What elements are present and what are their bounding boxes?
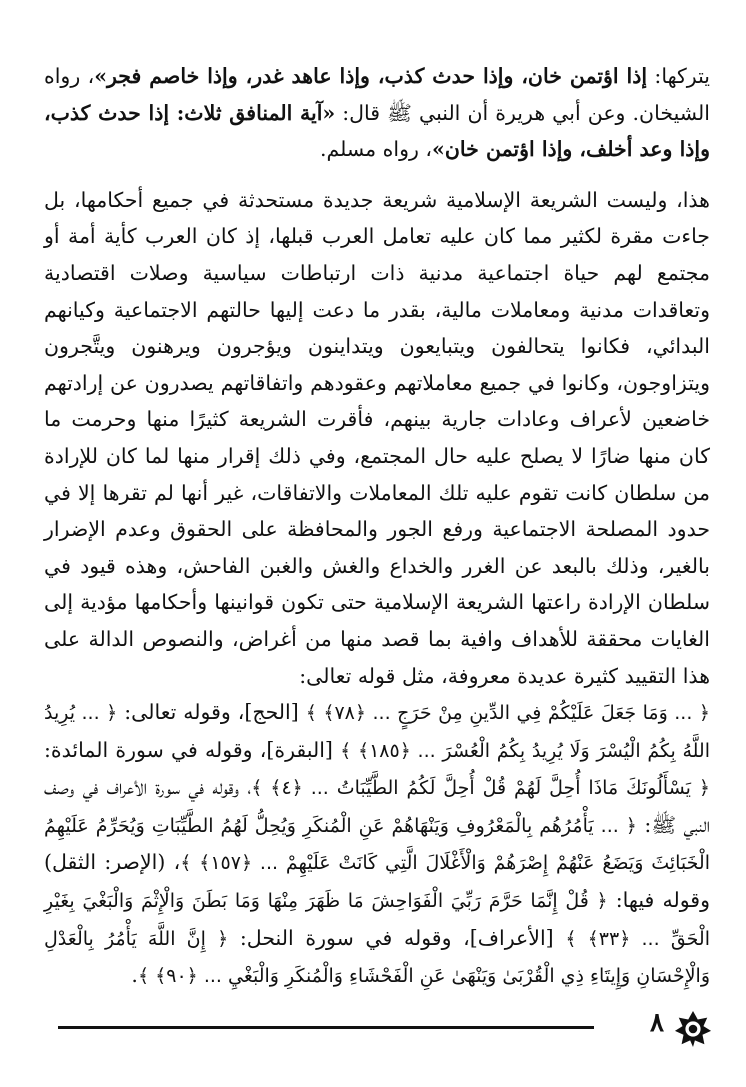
- hadith-quote-1: إذا اؤتمن خان، وإذا حدث كذب، وإذا عاهد غدر، وإذا خاصم فجر»: [94, 64, 648, 88]
- verse-ref-text-2: [البقرة]، وقوله في سورة المائدة:: [44, 737, 341, 762]
- page-footer: [58, 1008, 712, 1048]
- verse-hajj: ﴿ ... وَمَا جَعَلَ عَلَيْكُمْ فِي الدِّينِ مِنْ حَرَجٍ ... ﴿٧٨﴾ ﴾: [305, 702, 710, 725]
- verse-ref-text-4: ، (الإصر: الثقل) وقوله فيها:: [44, 850, 710, 913]
- hadith-narration-text: ، رواه الشيخان. وعن أبي هريرة أن النبي ﷺ قال:: [44, 64, 710, 125]
- footer-rule: [58, 1026, 594, 1029]
- hadith-quote-2: «آية المنافق ثلاث: إذا حدث كذب، وإذا وعد أخلف، وإذا اؤتمن خان»: [44, 100, 710, 162]
- verse-ref-text-6: .: [131, 963, 138, 988]
- verse-ref-text-3: ، وقوله في سورة الأعراف في وصف النبي ﷺ:: [44, 775, 710, 837]
- verse-ref-text-1: [الحج]، وقوله تعالى:: [117, 700, 306, 725]
- verse-baqarah: ﴿ ... يُرِيدُ اللَّهُ بِكُمُ الْيُسْرَ وَلَا يُرِيدُ بِكُمُ الْعُسْرَ ... ﴿١٨٥﴾ ﴾: [44, 702, 710, 762]
- page-body: [44, 58, 710, 995]
- page-number: ٨: [650, 1008, 664, 1038]
- hadith-source-text: ، رواه مسلم.: [319, 137, 433, 162]
- eight-pointed-star-ornament-icon: [674, 1010, 712, 1048]
- verse-araf-33: ﴿ قُلْ إِنَّمَا حَرَّمَ رَبِّيَ الْفَوَاحِشَ مَا ظَهَرَ مِنْهَا وَمَا بَطَنَ وَالْإِثْمَ وَالْبَغْيَ بِغَيْرِ الْحَقِّ ... ﴿٣٣﴾ ﴾: [44, 890, 710, 950]
- paragraph-hadith: [44, 58, 710, 168]
- verse-maidah: ﴿ يَسْأَلُونَكَ مَاذَا أُحِلَّ لَهُمْ قُلْ أُحِلَّ لَكُمُ الطَّيِّبَاتُ ... ﴿٤﴾ ﴾: [251, 777, 711, 800]
- verse-ref-text-5: [الأعراف]، وقوله في سورة النحل:: [228, 925, 566, 950]
- verse-araf-157: ﴿ ... يَأْمُرُهُم بِالْمَعْرُوفِ وَيَنْهَاهُمْ عَنِ الْمُنكَرِ وَيُحِلُّ لَهُمُ الطَّيِّبَاتِ وَيُحَرِّمُ عَلَيْهِمُ الْخَبَائِثَ وَيَضَعُ عَنْهُمْ إِصْرَهُمْ وَالْأَغْلَالَ الَّتِي كَانَتْ عَلَيْهِمْ ... ﴿١٥٧﴾ ﴾: [44, 814, 710, 875]
- paragraph-sharia: هذا، وليست الشريعة الإسلامية شريعة جديدة مستحدثة في جميع أحكامها، بل جاءت مقرة لكثير مما كان عليه تعامل العرب قبلها، إذ كان العرب كأية أمة أو مجتمع لهم حياة اجتماعية مدنية ذات ارتباطات سياسية وصلات اقتصادية وتعاقدات مدنية ومعاملات مالية، بقدر ما دعت إليها حالتهم الاجتماعية وكيانهم البدائي، فكانوا يتحالفون ويتبايعون ويتداينون ويؤجرون ويرهنون ويتَّجرون ويتزاوجون، وكانوا في جميع معاملاتهم وعقودهم واتفاقاتهم يصدرون عن إرادتهم خاضعين لأعراف وعادات جارية بينهم، فأقرت الشريعة كثيرًا منها وحرمت ما كان منها ضارًا لا يصلح عليه حال المجتمع، وفي ذلك إقرار منها لما كان للإرادة من سلطان كانت تقوم عليه تلك المعاملات والاتفاقات، غير أنها لم تقرها إلا في حدود المصلحة الاجتماعية ورفع الجور والمحافظة على الحقوق وعدم الإضرار بالغير، وذلك بالبعد عن الغرر والخداع والغش والغبن الفاحش، وهذه قيود في سلطان الإرادة راعتها الشريعة الإسلامية حتى تكون قوانينها وأحكامها مؤدية إلى الغايات محققة للأهداف وافية بما قصد منها من أغراض، والنصوص الدالة على هذا التقييد كثيرة عديدة معروفة، مثل قوله تعالى:: [44, 187, 710, 688]
- verse-nahl: ﴿ إِنَّ اللَّهَ يَأْمُرُ بِالْعَدْلِ وَالْإِحْسَانِ وَإِيتَاءِ ذِي الْقُرْبَىٰ وَيَنْهَىٰ عَنِ الْفَحْشَاءِ وَالْمُنكَرِ وَالْبَغْيِ ... ﴿٩٠﴾ ﴾: [44, 927, 710, 988]
- hadith-intro-text: يتركها:: [647, 64, 710, 88]
- paragraph-verses: [44, 694, 710, 995]
